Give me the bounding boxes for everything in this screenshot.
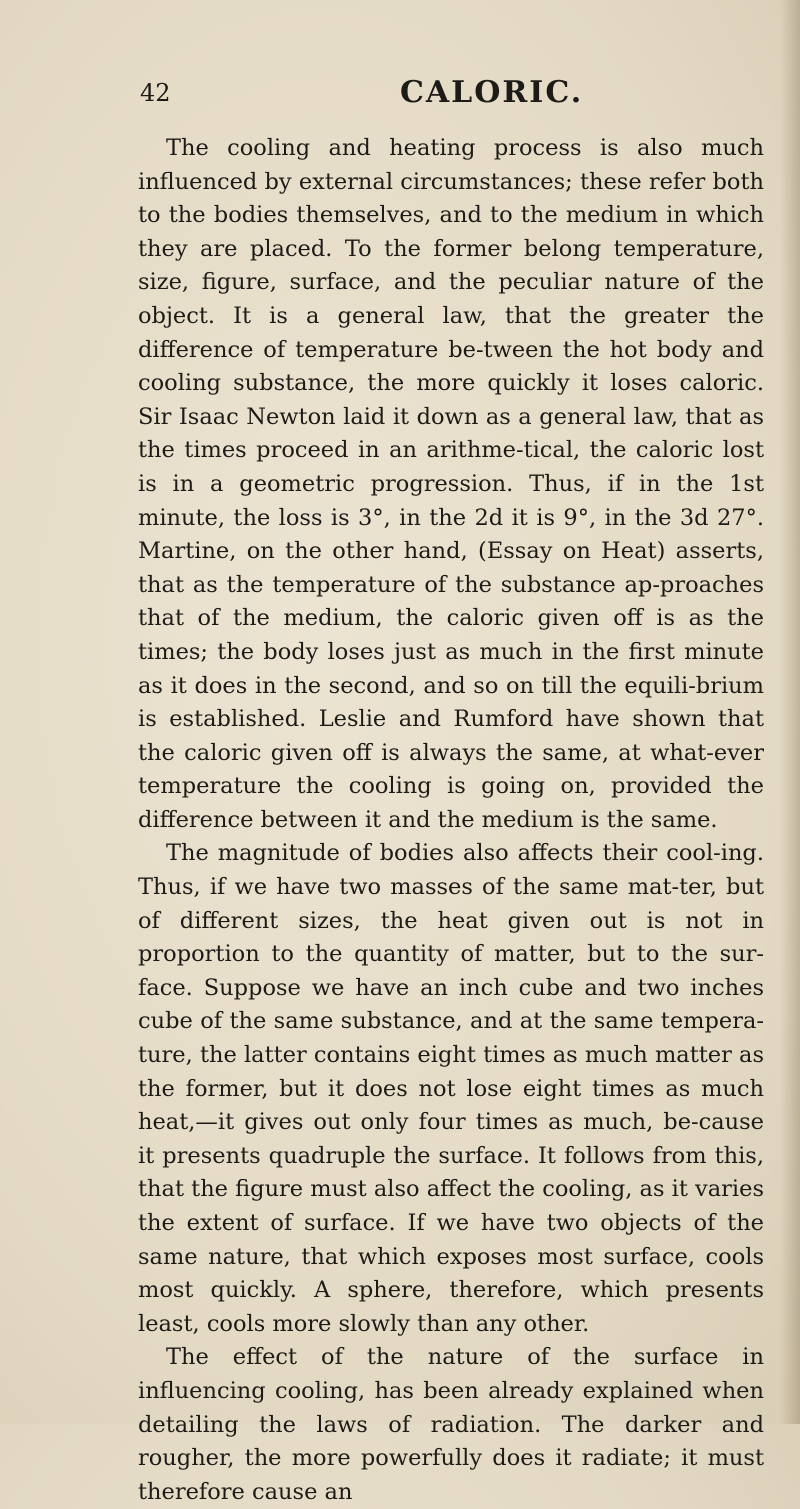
page-number: 42	[140, 79, 171, 107]
paragraph-magnitude: The magnitude of bodies also affects their cool-ing. Thus, if we have two masses of the same mat-ter, but of different sizes, the heat given out is not in proportion to the quantity of matter, but to the sur-face. Suppose we have an inch cube and two inches cube of the same substance, and at the same tempera-ture, the latter contains eight times as much matter as the former, but it does not lose eight times as much heat,—it gives out only four times as much, be-cause it presents quadruple the surface. It follows from this, that the figure must also affect the cooling, as it varies the extent of surface. If we have two objects of the same nature, that which exposes most surface, cools most quickly. A sphere, therefore, which presents least, cools more slowly than any other.	[138, 840, 764, 1337]
paragraph-surface: The effect of the nature of the surface in influencing cooling, has been already explained when detailing the laws of radiation. The darker and rougher, the more powerfully does it radiate; it must therefore cause an	[138, 1344, 764, 1505]
paragraph-cooling-heating: The cooling and heating process is also much influenced by external circumstances; these refer both to the bodies themselves, and to the medium in which they are placed. To the former belong temperature, size, figure, surface, and the peculiar nature of the object. It is a general law, that the greater the difference of temperature be-tween the hot body and cooling substance, the more quickly it loses caloric. Sir Isaac Newton laid it down as a general law, that as the times proceed in an arithme-tical, the caloric lost is in a geometric progression. Thus, if in the 1st minute, the loss is 3°, in the 2d it is 9°, in the 3d 27°. Martine, on the other hand, (Essay on Heat) asserts, that as the temperature of the substance ap-proaches that of the medium, the caloric given off is as the times; the body loses just as much in the first minute as it does in the second, and so on till the equili-brium is established. Leslie and Rumford have shown that the caloric given off is always the same, at what-ever temperature the cooling is going on, provided the difference between it and the medium is the same.	[138, 135, 764, 833]
page-header	[140, 75, 660, 118]
body-text	[138, 132, 764, 1509]
page-edge-shadow	[780, 0, 800, 1424]
running-head: CALORIC.	[400, 75, 584, 110]
